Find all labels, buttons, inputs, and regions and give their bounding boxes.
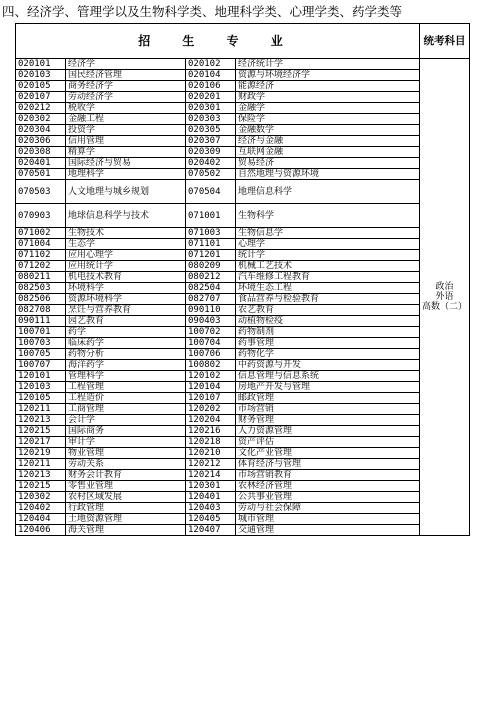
major-code: 120213 [16, 470, 66, 481]
major-code: 120212 [186, 459, 236, 470]
major-name: 贸易经济 [236, 158, 420, 169]
major-code: 071101 [186, 239, 236, 250]
major-code: 120104 [186, 382, 236, 393]
table-row [16, 169, 470, 180]
major-name: 统计学 [236, 250, 420, 261]
major-name: 财务会计教育 [66, 470, 186, 481]
major-name: 生物信息学 [236, 228, 420, 239]
major-code: 120215 [16, 426, 66, 437]
table-row [16, 272, 470, 283]
major-code: 120219 [16, 448, 66, 459]
major-code: 020309 [186, 147, 236, 158]
table-row [16, 514, 470, 525]
table-row [16, 404, 470, 415]
major-code: 020304 [16, 125, 66, 136]
major-code: 100706 [186, 349, 236, 360]
major-code: 020107 [16, 92, 66, 103]
table-row [16, 228, 470, 239]
major-name: 地理科学 [66, 169, 186, 180]
table-row [16, 239, 470, 250]
major-code: 120302 [16, 492, 66, 503]
major-code: 120216 [186, 426, 236, 437]
major-name: 农林经济管理 [236, 481, 420, 492]
major-name: 资源与环境经济学 [236, 70, 420, 81]
major-code: 120403 [186, 503, 236, 514]
table-row [16, 327, 470, 338]
major-name: 金融学 [236, 103, 420, 114]
majors-table-body [16, 24, 470, 536]
major-name: 商务经济学 [66, 81, 186, 92]
table-row [16, 103, 470, 114]
major-code: 120202 [186, 404, 236, 415]
table-row [16, 70, 470, 81]
major-code: 120107 [186, 393, 236, 404]
major-name: 人力资源管理 [236, 426, 420, 437]
major-name: 生物技术 [66, 228, 186, 239]
major-code: 080212 [186, 272, 236, 283]
table-row [16, 448, 470, 459]
major-name: 经济统计学 [236, 59, 420, 70]
major-code: 120407 [186, 525, 236, 536]
table-row [16, 349, 470, 360]
major-name: 食品营养与检验教育 [236, 294, 420, 305]
major-code: 020401 [16, 158, 66, 169]
major-name: 国际经济与贸易 [66, 158, 186, 169]
major-name: 生态学 [66, 239, 186, 250]
major-code: 071002 [16, 228, 66, 239]
major-name: 劳动经济学 [66, 92, 186, 103]
major-name: 心理学 [236, 239, 420, 250]
major-code: 120214 [186, 470, 236, 481]
major-code: 120210 [186, 448, 236, 459]
major-code: 070503 [16, 180, 66, 204]
major-code: 120211 [16, 404, 66, 415]
exam-subjects-cell [420, 59, 470, 536]
major-code: 120301 [186, 481, 236, 492]
major-code: 100705 [16, 349, 66, 360]
major-name: 环境科学 [66, 283, 186, 294]
major-code: 120215 [16, 481, 66, 492]
table-row [16, 360, 470, 371]
major-name: 汽车维修工程教育 [236, 272, 420, 283]
table-row [16, 305, 470, 316]
major-name: 药事管理 [236, 338, 420, 349]
major-name: 房地产开发与管理 [236, 382, 420, 393]
major-code: 020306 [16, 136, 66, 147]
major-code: 070903 [16, 204, 66, 228]
major-code: 020105 [16, 81, 66, 92]
table-row [16, 92, 470, 103]
major-code: 120204 [186, 415, 236, 426]
major-name: 工程管理 [66, 382, 186, 393]
major-name: 审计学 [66, 437, 186, 448]
major-name: 市场营销 [236, 404, 420, 415]
major-name: 邮政管理 [236, 393, 420, 404]
exam-subject: 高数（二） [422, 302, 468, 312]
major-code: 120405 [186, 514, 236, 525]
major-name: 零售业管理 [66, 481, 186, 492]
table-row [16, 371, 470, 382]
major-name: 行政管理 [66, 503, 186, 514]
major-code: 070501 [16, 169, 66, 180]
major-name: 地理信息科学 [236, 180, 420, 204]
header-subject: 统考科目 [420, 24, 470, 59]
major-code: 082708 [16, 305, 66, 316]
major-name: 工程造价 [66, 393, 186, 404]
major-name: 机电技术教育 [66, 272, 186, 283]
major-name: 劳动与社会保障 [236, 503, 420, 514]
major-code: 070504 [186, 180, 236, 204]
major-code: 070502 [186, 169, 236, 180]
major-name: 城市管理 [236, 514, 420, 525]
major-name: 体育经济与管理 [236, 459, 420, 470]
major-code: 020104 [186, 70, 236, 81]
major-name: 互联网金融 [236, 147, 420, 158]
major-name: 应用心理学 [66, 250, 186, 261]
major-code: 100704 [186, 338, 236, 349]
table-row [16, 250, 470, 261]
major-name: 药物化学 [236, 349, 420, 360]
major-code: 020101 [16, 59, 66, 70]
exam-subject: 外语 [435, 292, 454, 302]
table-row [16, 158, 470, 169]
major-name: 海洋药学 [66, 360, 186, 371]
major-code: 020212 [16, 103, 66, 114]
major-name: 精算学 [66, 147, 186, 158]
major-code: 120102 [186, 371, 236, 382]
major-code: 100707 [16, 360, 66, 371]
table-row [16, 426, 470, 437]
table-row [16, 294, 470, 305]
table-row [16, 283, 470, 294]
exam-subject: 政治 [435, 282, 454, 292]
major-code: 120402 [16, 503, 66, 514]
major-code: 020103 [16, 70, 66, 81]
major-name: 财政学 [236, 92, 420, 103]
major-code: 090403 [186, 316, 236, 327]
major-code: 120103 [16, 382, 66, 393]
major-name: 信息管理与信息系统 [236, 371, 420, 382]
major-code: 020302 [16, 114, 66, 125]
table-row [16, 338, 470, 349]
table-row [16, 316, 470, 327]
major-code: 090111 [16, 316, 66, 327]
table-row [16, 481, 470, 492]
major-code: 071004 [16, 239, 66, 250]
major-name: 经济与金融 [236, 136, 420, 147]
major-name: 交通管理 [236, 525, 420, 536]
major-name: 信用管理 [66, 136, 186, 147]
table-row [16, 261, 470, 272]
table-row [16, 415, 470, 426]
major-code: 100802 [186, 360, 236, 371]
table-row [16, 125, 470, 136]
major-name: 市场营销教育 [236, 470, 420, 481]
major-name: 动植物检疫 [236, 316, 420, 327]
major-code: 082504 [186, 283, 236, 294]
table-row [16, 147, 470, 158]
major-name: 临床药学 [66, 338, 186, 349]
major-code: 020307 [186, 136, 236, 147]
major-name: 生物科学 [236, 204, 420, 228]
major-code: 071102 [16, 250, 66, 261]
major-name: 投资学 [66, 125, 186, 136]
major-code: 120401 [186, 492, 236, 503]
table-row [16, 492, 470, 503]
major-name: 应用统计学 [66, 261, 186, 272]
table-row [16, 136, 470, 147]
major-code: 100702 [186, 327, 236, 338]
major-name: 会计学 [66, 415, 186, 426]
major-code: 020102 [186, 59, 236, 70]
major-name: 经济学 [66, 59, 186, 70]
major-name: 财务管理 [236, 415, 420, 426]
major-code: 082707 [186, 294, 236, 305]
major-name: 劳动关系 [66, 459, 186, 470]
major-name: 药学 [66, 327, 186, 338]
major-code: 120105 [16, 393, 66, 404]
major-code: 082506 [16, 294, 66, 305]
major-name: 海关管理 [66, 525, 186, 536]
major-name: 公共事业管理 [236, 492, 420, 503]
major-name: 国民经济管理 [66, 70, 186, 81]
major-code: 020402 [186, 158, 236, 169]
major-name: 能源经济 [236, 81, 420, 92]
major-name: 金融数学 [236, 125, 420, 136]
table-row [16, 393, 470, 404]
majors-table [15, 23, 470, 536]
major-code: 080211 [16, 272, 66, 283]
major-name: 环境生态工程 [236, 283, 420, 294]
table-row [16, 525, 470, 536]
table-header-row [16, 24, 470, 59]
table-row [16, 437, 470, 448]
major-code: 020301 [186, 103, 236, 114]
major-code: 020305 [186, 125, 236, 136]
major-name: 药物分析 [66, 349, 186, 360]
major-name: 土地资源管理 [66, 514, 186, 525]
major-code: 071201 [186, 250, 236, 261]
table-row [16, 382, 470, 393]
major-name: 人文地理与城乡规划 [66, 180, 186, 204]
major-code: 120101 [16, 371, 66, 382]
major-name: 药物制剂 [236, 327, 420, 338]
table-row [16, 459, 470, 470]
major-name: 地球信息科学与技术 [66, 204, 186, 228]
major-code: 120404 [16, 514, 66, 525]
major-name: 农艺教育 [236, 305, 420, 316]
major-code: 071001 [186, 204, 236, 228]
header-major: 招 生 专 业 [16, 24, 420, 59]
major-code: 120211 [16, 459, 66, 470]
table-row [16, 114, 470, 125]
major-code: 020201 [186, 92, 236, 103]
major-code: 100701 [16, 327, 66, 338]
table-row [16, 180, 470, 204]
major-code: 020308 [16, 147, 66, 158]
major-name: 文化产业管理 [236, 448, 420, 459]
major-code: 100703 [16, 338, 66, 349]
major-code: 120406 [16, 525, 66, 536]
major-code: 120217 [16, 437, 66, 448]
table-row [16, 503, 470, 514]
major-code: 120218 [186, 437, 236, 448]
major-name: 国际商务 [66, 426, 186, 437]
major-name: 农村区域发展 [66, 492, 186, 503]
major-code: 020106 [186, 81, 236, 92]
major-name: 工商管理 [66, 404, 186, 415]
major-name: 机械工艺技术 [236, 261, 420, 272]
major-name: 税收学 [66, 103, 186, 114]
table-row [16, 470, 470, 481]
table-row [16, 59, 470, 70]
section-title: 四、经济学、管理学以及生物科学类、地理科学类、心理学类、药学类等 [2, 4, 403, 19]
major-code: 090110 [186, 305, 236, 316]
major-code: 120213 [16, 415, 66, 426]
table-row [16, 81, 470, 92]
major-name: 资产评估 [236, 437, 420, 448]
major-name: 中药资源与开发 [236, 360, 420, 371]
major-code: 020303 [186, 114, 236, 125]
major-code: 080209 [186, 261, 236, 272]
table-row [16, 204, 470, 228]
major-name: 保险学 [236, 114, 420, 125]
major-name: 资源环境科学 [66, 294, 186, 305]
major-code: 082503 [16, 283, 66, 294]
major-code: 071003 [186, 228, 236, 239]
major-name: 自然地理与资源环境 [236, 169, 420, 180]
major-name: 管理科学 [66, 371, 186, 382]
major-code: 071202 [16, 261, 66, 272]
major-name: 金融工程 [66, 114, 186, 125]
major-name: 烹饪与营养教育 [66, 305, 186, 316]
major-name: 园艺教育 [66, 316, 186, 327]
major-name: 物业管理 [66, 448, 186, 459]
